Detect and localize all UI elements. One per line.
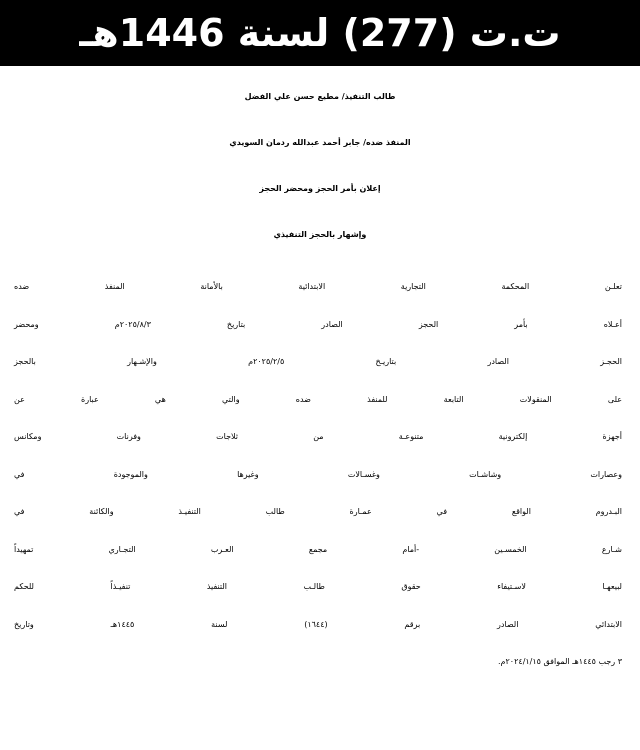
- seizure-order-heading: إعلان بأمر الحجز ومحضر الحجز: [259, 184, 381, 193]
- execution-applicant-line: طالب التنفيذ/ مطيع حسن علي الفضل: [244, 92, 396, 101]
- body-line: تعلـن المحكمة التجارية الابتدائية بالأمانة المنفذ ضده: [14, 282, 622, 291]
- case-number-title: ت.ت (277) لسنة 1446هـ: [79, 11, 561, 55]
- body-line-final: ٣ رجب ١٤٤٥هـ الموافق ٢٠٢٤/١/١٥م.: [498, 657, 622, 666]
- body-line: على المنقولات التابعة للمنفذ ضده والتي هي عبارة عن: [14, 394, 622, 404]
- body-line: الابتدائي الصادر برقم (١٦٤٤) لسنة ١٤٤٥هـ وتاريخ: [14, 619, 622, 629]
- executed-against-line: المنفذ ضده/ جابر أحمد عبدالله ردمان السويدي: [229, 138, 411, 147]
- body-line: أجهزة إلكترونية متنوعـة من ثلاجات وفرنات ومكانس: [14, 432, 622, 441]
- notice-body: [14, 268, 622, 681]
- body-line: شـارع الخمسـين -أمام مجمع العـرب التجـاري تمهيداً: [14, 544, 622, 554]
- body-line: أعـلاه بأمر الحجز الصادر بتاريخ ٢٠٢٥/٨/٣م ومحضر: [14, 319, 623, 329]
- body-line: الحجـز الصادر بتاريـخ ٢٠٢٥/٢/٥م والإشـهار بالحجز: [14, 357, 622, 366]
- seizure-publication-heading: وإشهار بالحجز التنفيذي: [273, 230, 367, 239]
- notice-header-bar: [0, 0, 640, 66]
- notice-headings: [0, 74, 640, 258]
- body-line: البـدروم الواقع في عمـارة طالب التنفيـذ والكائنة في: [14, 507, 622, 516]
- body-line: وعصارات وشاشـات وغسـالات وغيرها والموجودة في: [14, 469, 622, 479]
- body-line: لبيعهـا لاسـتيفاء حقوق طالـب التنفيذ تنفيـذاً للحكم: [14, 582, 622, 591]
